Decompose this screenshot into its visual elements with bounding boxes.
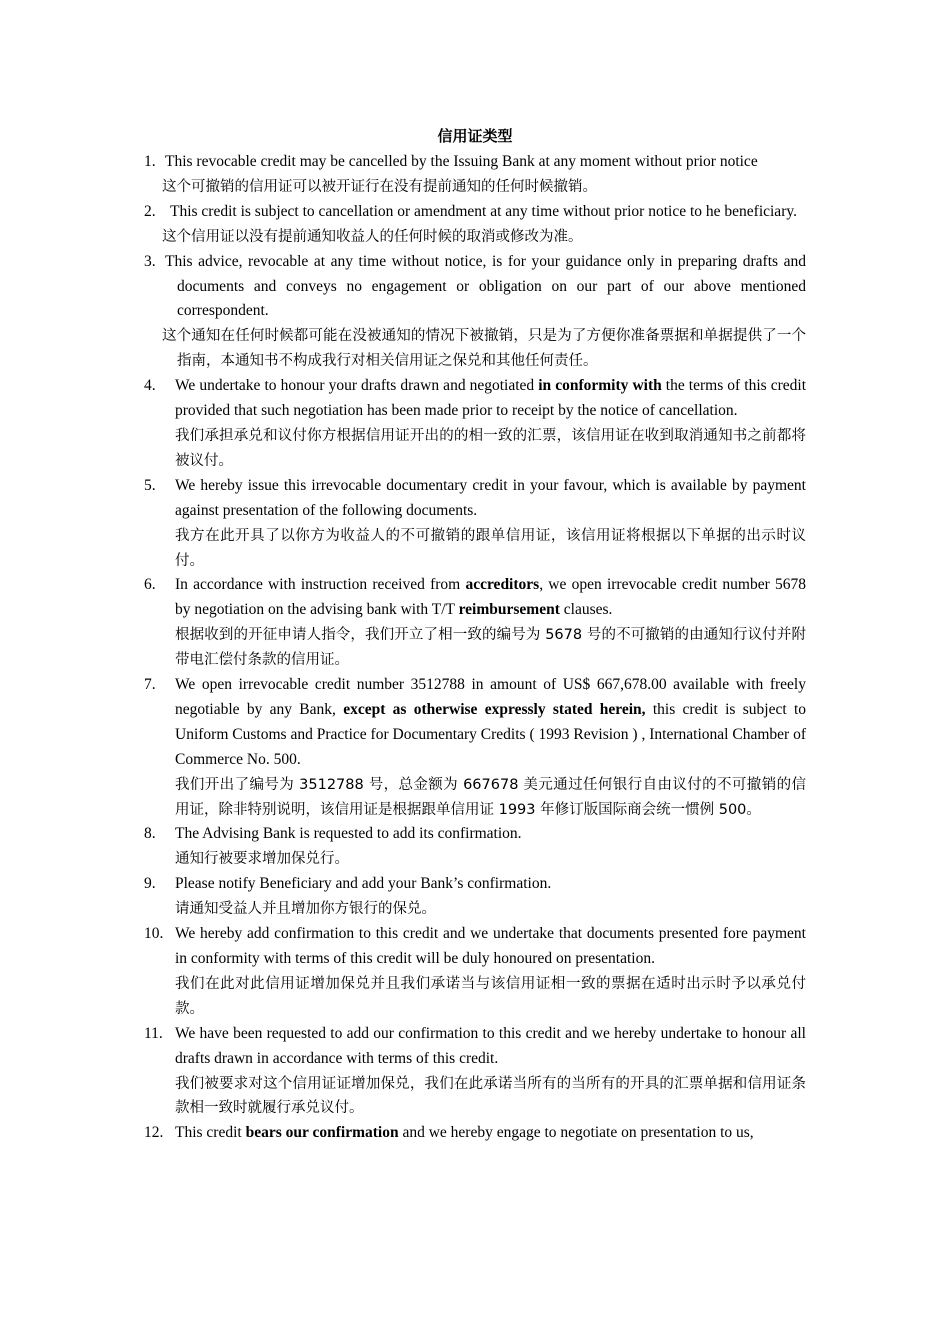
item-english: We have been requested to add our confirmation to this credit and we hereby undertake to honour all drafts drawn in accordance with terms of this credit. bbox=[175, 1024, 806, 1067]
bold-term: in conformity with bbox=[538, 377, 662, 395]
text-run: This credit bbox=[175, 1124, 246, 1142]
text-run: , we open irrevocable credit number 5678 by negotiation on the advising bank with T/T bbox=[175, 576, 806, 619]
item-number: 5. bbox=[144, 476, 156, 494]
item-chinese: 这个通知在任何时候都可能在没被通知的情况下被撤销，只是为了方便你准备票据和单据提供了一个指南，本通知书不构成我行对相关信用证之保兑和其他任何责任。 bbox=[162, 328, 806, 370]
item-number: 2. bbox=[144, 202, 156, 220]
clause-list bbox=[144, 150, 806, 1146]
bold-term: bears our confirmation bbox=[245, 1124, 399, 1142]
item-number: 9. bbox=[144, 875, 156, 893]
item-english bbox=[144, 374, 806, 424]
list-item bbox=[144, 573, 806, 673]
item-chinese: 我方在此开具了以你方为收益人的不可撤销的跟单信用证，该信用证将根据以下单据的出示时议付。 bbox=[175, 527, 806, 569]
text-run: the terms of this credit provided that such negotiation has been made prior to receipt by the notice of cancellation. bbox=[175, 377, 807, 420]
item-english bbox=[144, 1121, 806, 1146]
bold-term: reimbursement bbox=[458, 601, 560, 619]
bold-term: accreditors bbox=[465, 576, 540, 594]
item-english: We hereby issue this irrevocable documentary credit in your favour, which is available by payment against presentation of the following documents. bbox=[175, 476, 806, 519]
bold-term: except as otherwise expressly stated herein, bbox=[343, 700, 646, 718]
text-run: this credit is subject to Uniform Customs and Practice for Documentary Credits ( 1993 Revision ) , International Chamber of Commerce No. 500. bbox=[175, 700, 806, 768]
item-chinese: 这个可撤销的信用证可以被开证行在没有提前通知的任何时候撤销。 bbox=[162, 178, 597, 195]
item-english: This credit is subject to cancellation or amendment at any time without prior notice to he beneficiary. bbox=[170, 202, 797, 220]
text-run: clauses. bbox=[559, 601, 613, 619]
text-run: and we hereby engage to negotiate on presentation to us, bbox=[398, 1124, 754, 1142]
list-item bbox=[144, 250, 806, 375]
list-item bbox=[144, 150, 806, 200]
text-run: In accordance with instruction received from bbox=[175, 576, 466, 594]
item-number: 10. bbox=[144, 925, 164, 943]
list-item bbox=[144, 474, 806, 574]
item-number: 7. bbox=[144, 676, 156, 694]
list-item bbox=[144, 922, 806, 1022]
list-item bbox=[144, 872, 806, 922]
list-item bbox=[144, 1121, 806, 1146]
item-chinese: 通知行被要求增加保兑行。 bbox=[175, 851, 349, 868]
item-english bbox=[144, 673, 806, 773]
item-english: This advice, revocable at any time without notice, is for your guidance only in preparing drafts and documents and conveys no engagement or obligation on our part of our above mentioned correspondent. bbox=[165, 252, 806, 320]
item-number: 4. bbox=[144, 377, 156, 395]
page-title: 信用证类型 bbox=[437, 127, 513, 145]
text-run: We open irrevocable credit number 3512788 in amount of US$ 667,678.00 available with freely negotiable by any Bank, bbox=[175, 676, 806, 718]
item-number: 12. bbox=[144, 1124, 164, 1142]
text-run: We undertake to honour your drafts drawn and negotiated bbox=[175, 377, 539, 395]
list-item bbox=[144, 822, 806, 872]
item-chinese: 我们承担承兑和议付你方根据信用证开出的的相一致的汇票，该信用证在收到取消通知书之前都将被议付。 bbox=[175, 427, 806, 469]
item-chinese: 我们开出了编号为 3512788 号，总金额为 667678 美元通过任何银行自由议付的不可撤销的信用证，除非特别说明，该信用证是根据跟单信用证 1993 年修订版国际商会统一惯例 500。 bbox=[175, 776, 806, 818]
item-english: This revocable credit may be cancelled by the Issuing Bank at any moment without prior notice bbox=[165, 153, 758, 170]
item-chinese: 根据收到的开征申请人指令，我们开立了相一致的编号为 5678 号的不可撤销的由通知行议付并附带电汇偿付条款的信用证。 bbox=[175, 627, 806, 669]
item-number: 11. bbox=[144, 1024, 163, 1042]
item-chinese: 我们在此对此信用证增加保兑并且我们承诺当与该信用证相一致的票据在适时出示时予以承兑付款。 bbox=[175, 975, 806, 1017]
item-number: 1. bbox=[144, 153, 156, 170]
item-english: We hereby add confirmation to this credit and we undertake that documents presented fore payment in conformity with terms of this credit will be duly honoured on presentation. bbox=[175, 925, 806, 967]
list-item bbox=[144, 374, 806, 474]
item-number: 6. bbox=[144, 576, 156, 594]
item-number: 3. bbox=[144, 252, 156, 270]
item-english: Please notify Beneficiary and add your Bank’s confirmation. bbox=[175, 875, 552, 893]
item-english: The Advising Bank is requested to add its confirmation. bbox=[175, 825, 522, 843]
item-chinese: 这个信用证以没有提前通知收益人的任何时候的取消或修改为准。 bbox=[162, 228, 583, 245]
list-item bbox=[144, 673, 806, 822]
list-item bbox=[144, 200, 806, 250]
item-number: 8. bbox=[144, 825, 156, 843]
item-chinese: 请通知受益人并且增加你方银行的保兑。 bbox=[175, 901, 436, 918]
list-item bbox=[144, 1022, 806, 1122]
item-english bbox=[144, 573, 806, 623]
item-chinese: 我们被要求对这个信用证证增加保兑，我们在此承诺当所有的当所有的开具的汇票单据和信用证条款相一致时就履行承兑议付。 bbox=[175, 1075, 806, 1117]
